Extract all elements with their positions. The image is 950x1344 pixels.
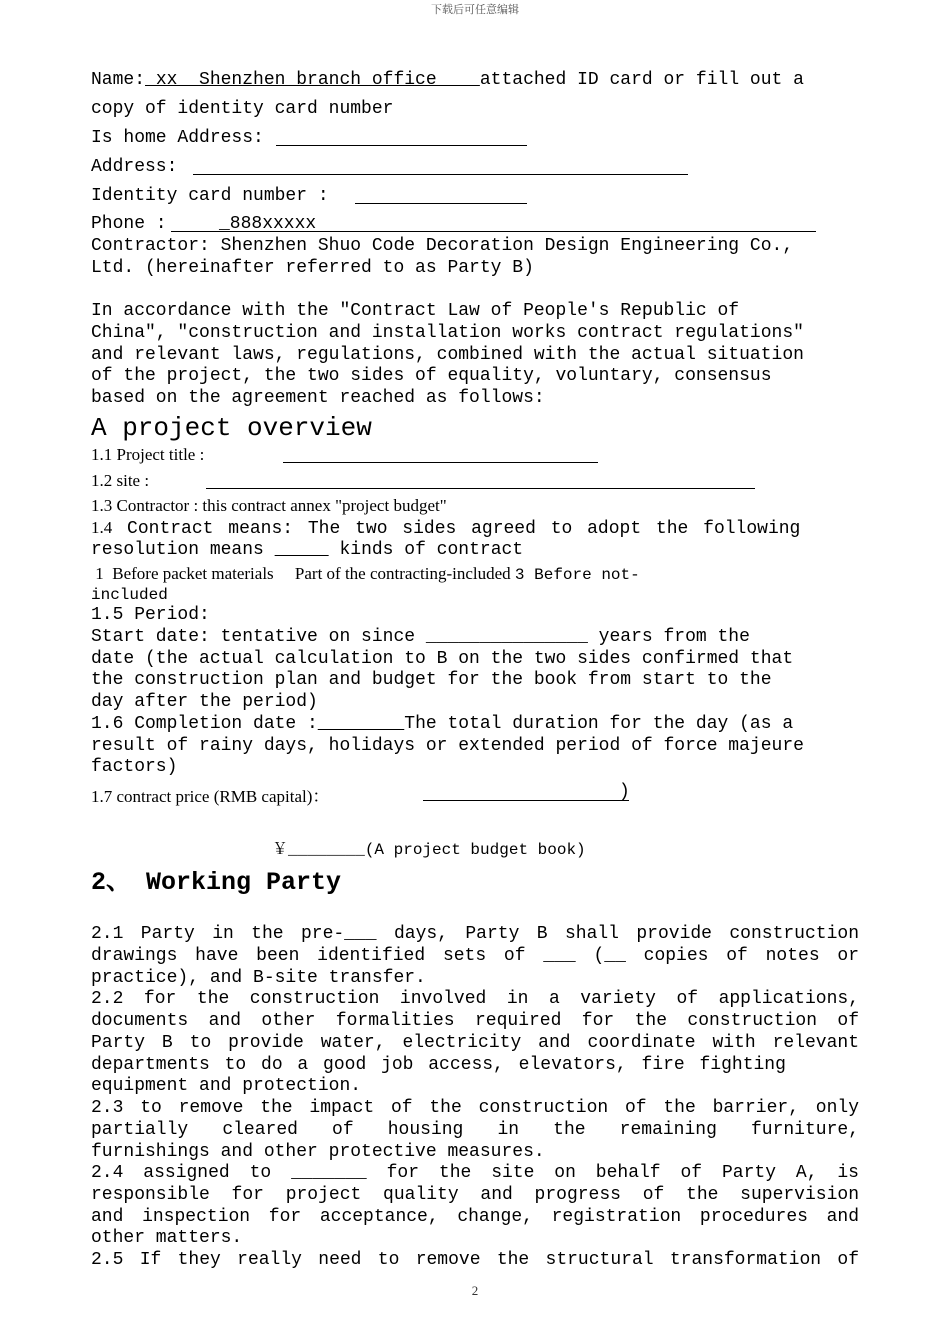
item-1-4-text: Contract means: The two sides agreed to adopt the following	[112, 519, 801, 539]
page-number: 2	[471, 1283, 479, 1298]
start-date-line: the construction plan and budget for the book from start to the	[91, 670, 772, 690]
section-1-title: A project overview	[91, 413, 372, 443]
contract-options-b: 3 Before not-	[514, 566, 640, 584]
price-close-paren: )	[619, 782, 630, 802]
item-1-6: 1.6 Completion date :_______ The total duration for the day (as a	[91, 714, 794, 734]
para-2-1-line: 2.1 Party in the pre-___ days, Party B shall provide construction	[91, 924, 859, 944]
start-date-line: Start date: tentative on since _______________ years from the	[91, 627, 750, 647]
item-1-4-number: 1.4	[91, 518, 113, 537]
item-1-1: 1.1 Project title :	[91, 445, 205, 464]
item-1-2: 1.2 site :	[91, 471, 150, 490]
id-blank	[355, 203, 527, 204]
para-2-2-line: Party B to provide water, electricity and coordinate with relevant	[91, 1033, 859, 1053]
contractor-line-2: Ltd. (hereinafter referred to as Party B)	[91, 258, 534, 278]
item-1-4	[91, 518, 800, 539]
id-label: Identity card number :	[91, 186, 329, 206]
phone-label: Phone :	[91, 214, 167, 234]
para-2-2-line: equipment and protection.	[91, 1076, 362, 1096]
para-2-5-line: 2.5 If they really need to remove the structural transformation of	[91, 1250, 859, 1270]
completion-line: result of rainy days, holidays or extended period of force majeure	[91, 736, 804, 756]
contract-options	[91, 564, 640, 584]
name-line-2: copy of identity card number	[91, 99, 394, 119]
item-1-4-line-2: resolution means kinds of contract	[91, 540, 524, 560]
start-date-line: day after the period)	[91, 692, 318, 712]
item-1-5: 1.5 Period:	[91, 605, 210, 625]
site-blank	[206, 488, 755, 489]
para-2-3-line: partially cleared of housing in the remaining furniture,	[91, 1120, 859, 1140]
contract-options-a: 1 Before packet materials Part of the contracting-included	[91, 564, 515, 583]
para-2-4-line: and inspection for acceptance, change, registration procedures and	[91, 1207, 859, 1227]
contract-options-line-2: included	[91, 586, 168, 604]
para-2-1-line: practice), and B-site transfer.	[91, 968, 426, 988]
para-2-2-line: documents and other formalities required for the construction of	[91, 1011, 859, 1031]
preamble-line: based on the agreement reached as follows:	[91, 388, 545, 408]
preamble-line: In accordance with the "Contract Law of People's Republic of	[91, 301, 740, 321]
para-2-1-line: drawings have been identified sets of ___ (__ copies of notes or	[91, 946, 859, 966]
preamble-line: of the project, the two sides of equality, voluntary, consensus	[91, 366, 772, 386]
para-2-4-line: responsible for project quality and progress of the supervision	[91, 1185, 859, 1205]
para-2-4-line: 2.4 assigned to _______ for the site on behalf of Party A, is	[91, 1163, 859, 1183]
para-2-2-line: departments to do a good job access, elevators, fire fighting	[91, 1055, 786, 1075]
phone-value: _888xxxxx	[219, 214, 317, 234]
page-header: 下载后可任意编辑	[431, 3, 519, 16]
para-2-3-line: 2.3 to remove the impact of the construction of the barrier, only	[91, 1098, 859, 1118]
item-1-3: 1.3 Contractor : this contract annex "project budget"	[91, 496, 447, 515]
para-2-2-line: 2.2 for the construction involved in a variety of applications,	[91, 989, 859, 1009]
name-line	[91, 70, 804, 90]
section-2-title: 2、 Working Party	[91, 868, 342, 897]
name-value: xx Shenzhen branch office	[145, 70, 480, 90]
home-address-blank	[276, 145, 527, 146]
address-blank	[193, 174, 688, 175]
item-1-7: 1.7 contract price (RMB capital)：	[91, 787, 330, 806]
completion-line: factors)	[91, 757, 178, 777]
name-tail: attached ID card or fill out a	[479, 70, 804, 90]
para-2-4-line: other matters.	[91, 1228, 243, 1248]
para-2-3-line: furnishings and other protective measures.	[91, 1142, 545, 1162]
address-label: Address:	[91, 157, 178, 177]
price-blank	[423, 800, 629, 801]
project-title-blank	[283, 462, 598, 463]
preamble-line: China", "construction and installation works contract regulations"	[91, 323, 804, 343]
home-address-label: Is home Address:	[91, 128, 264, 148]
preamble-line: and relevant laws, regulations, combined with the actual situation	[91, 345, 804, 365]
yen-budget-line: ￥________(A project budget book)	[272, 841, 586, 859]
contractor-line-1: Contractor: Shenzhen Shuo Code Decoration Design Engineering Co.,	[91, 236, 794, 256]
name-label: Name:	[91, 70, 146, 90]
start-date-line: date (the actual calculation to B on the two sides confirmed that	[91, 649, 794, 669]
